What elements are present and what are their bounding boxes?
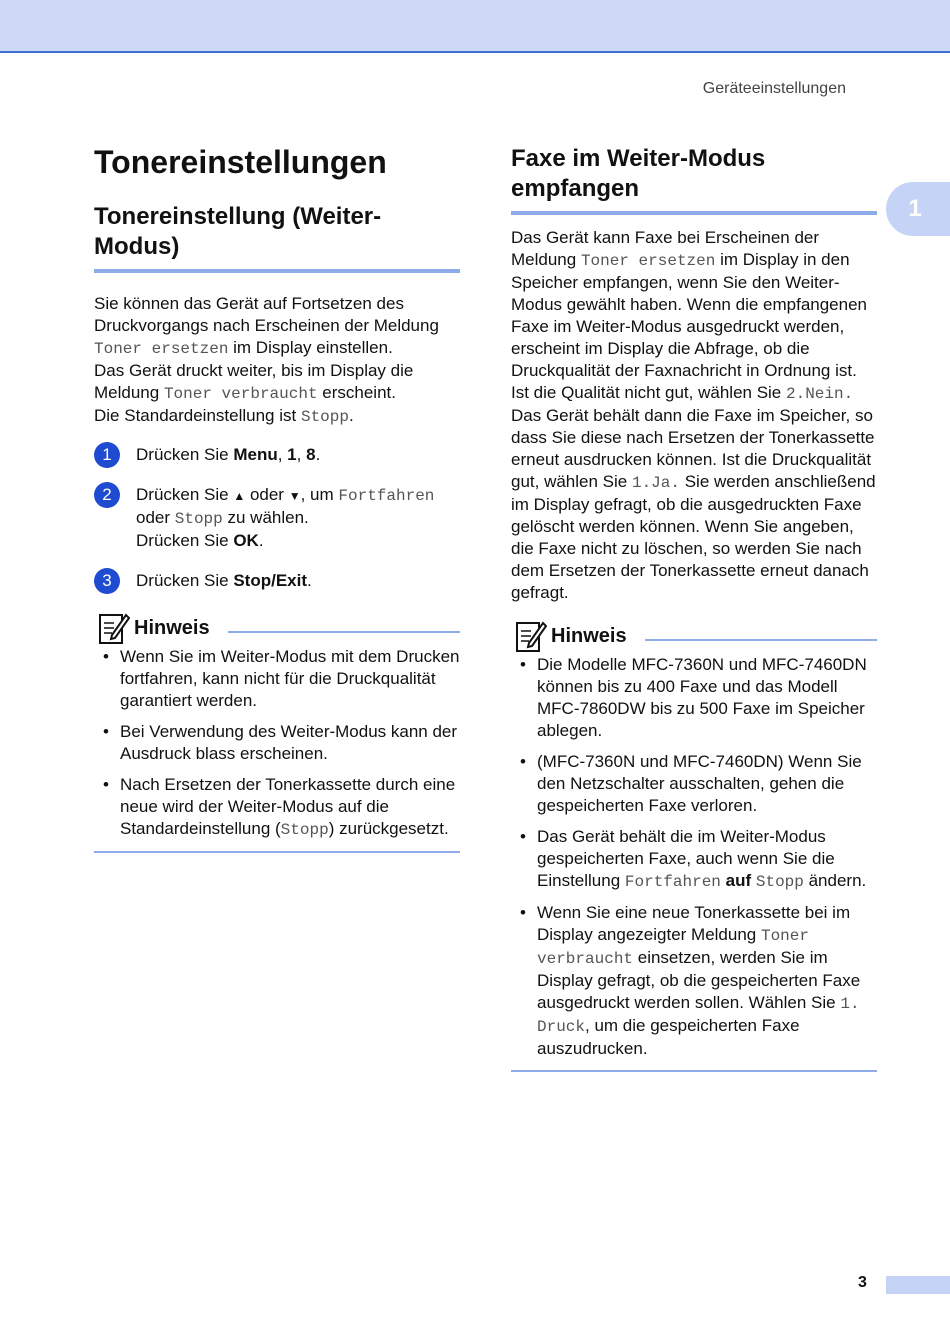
note-text: Nach Ersetzen der Tonerkassette durch eine neue wird der Weiter-Modus auf die Standardeinstellung ( [120,775,456,838]
note-text: ändern. [803,871,867,890]
step-text: oder [136,508,175,527]
note-rule [645,639,877,641]
section-title-fax: Faxe im Weiter-Modus empfangen [511,144,877,215]
list-item [511,826,877,893]
intro-text: im Display einstellen. [228,338,393,357]
display-message: Toner ersetzen [580,252,716,270]
key-name: 8 [306,445,316,464]
display-option: 1. Druck [537,995,860,1036]
top-header-band [0,0,950,53]
fax-paragraph [511,227,877,604]
intro-paragraph [94,293,460,428]
step-text: Drücken Sie [136,571,234,590]
bullet-icon: • [103,775,109,794]
note-text: Wenn Sie eine neue Tonerkassette bei im Display angezeigter Meldung [537,903,851,944]
display-option: Stopp [280,821,329,839]
step-text: . [315,445,321,464]
step-list [94,444,460,592]
left-column [94,140,460,853]
body-text: Das Gerät behält dann die Faxe im Speicher, so dass Sie diese nach Ersetzen der Tonerkassette erneut ausdrucken können. Ist die Druckqualität gut, wählen Sie [511,406,875,491]
display-message: Toner verbraucht [163,385,318,403]
step-text: , [296,445,307,464]
pencil-note-icon [98,611,130,645]
step-number: 3 [94,568,120,594]
pencil-note-icon [515,619,547,653]
display-option: Stopp [755,873,804,891]
display-option: Fortfahren [338,487,435,505]
step-text: . [307,571,312,590]
list-item [94,774,460,841]
intro-text: Die Standardeinstellung ist [94,406,301,425]
note-text: Wenn Sie im Weiter-Modus mit dem Drucken fortfahren, kann nicht für die Druckqualität garantiert werden. [120,647,460,710]
right-column [511,144,877,1072]
note-end-rule [94,851,460,853]
list-item [94,721,460,765]
chapter-tab: 1 [886,182,950,236]
key-name: 1 [287,445,297,464]
bullet-icon: • [520,903,526,922]
arrow-down-icon: ▼ [288,489,301,503]
arrow-up-icon: ▲ [233,489,246,503]
key-name: Stop/Exit [233,571,307,590]
page-number: 3 [858,1274,867,1291]
step-item [94,484,460,552]
step-item [94,444,460,466]
note-list [511,654,877,1060]
intro-text: erscheint. [317,383,396,402]
step-text: Drücken Sie [136,485,234,504]
list-item [94,646,460,712]
note-text: Das Gerät behält die im Weiter-Modus gespeicherten Faxe, auch wenn Sie die Einstellung [537,827,835,890]
note-end-rule [511,1070,877,1072]
body-text: Sie werden anschließend im Display gefragt, ob die ausgedruckten Faxe gelöscht werden können. Wenn Sie angeben, die Faxe nicht zu löschen, so werden Sie nach dem Ersetzen der Tonerkassette erneut danach gefragt. [511,472,876,602]
note-text: auf [720,871,756,890]
note-text: Die Modelle MFC-7360N und MFC-7460DN können bis zu 400 Faxe und das Modell MFC-7860DW bis zu 500 Faxe im Speicher ablegen. [537,655,867,740]
display-option: Fortfahren [624,873,721,891]
step-text: . [258,531,264,550]
intro-text: . [348,406,354,425]
display-message: Toner verbraucht [537,927,809,968]
note-box [511,618,877,1072]
step-text: , um [300,485,339,504]
footer-tab [886,1276,950,1294]
bullet-icon: • [103,647,109,666]
list-item [511,902,877,1060]
intro-text: Sie können das Gerät auf Fortsetzen des Druckvorgangs nach Erscheinen der Meldung [94,294,439,335]
bullet-icon: • [520,655,526,674]
step-number: 1 [94,442,120,468]
step-text: zu wählen. [222,508,309,527]
key-name: OK [233,531,259,550]
intro-text: Das Gerät druckt weiter, bis im Display die Meldung [94,361,414,402]
display-message: Toner ersetzen [94,340,229,358]
note-list [94,646,460,841]
note-text: Bei Verwendung des Weiter-Modus kann der Ausdruck blass erscheinen. [120,722,458,763]
step-item [94,570,460,592]
note-text: , um die gespeicherten Faxe auszudrucken. [537,1016,800,1058]
body-text: Das Gerät kann Faxe bei Erscheinen der Meldung [511,228,820,269]
step-text: , [277,445,288,464]
display-message: Stopp [300,408,349,426]
step-text: Drücken Sie [136,531,234,550]
note-label: Hinweis [551,624,627,647]
note-text: (MFC-7360N und MFC-7460DN) Wenn Sie den Netzschalter ausschalten, gehen die gespeicherten Faxe verloren. [537,752,862,815]
page-title: Tonereinstellungen [94,144,387,180]
note-label: Hinweis [134,616,210,639]
running-head: Geräteeinstellungen [702,80,846,97]
note-header [511,618,877,654]
display-option: Stopp [174,510,223,528]
note-text: ) zurückgesetzt. [328,819,449,838]
key-name: Menu [233,445,278,464]
bullet-icon: • [520,827,526,846]
note-header [94,610,460,646]
display-option: 2.Nein. [786,385,854,403]
note-rule [228,631,460,633]
step-text: oder [245,485,289,504]
section-title-toner: Tonereinstellung (Weiter-Modus) [94,202,460,273]
note-text: einsetzen, werden Sie im Display gefragt, ob die gespeicherten Faxe ausgedruckt werden sollen. Wählen Sie [537,948,861,1012]
list-item [511,751,877,817]
list-item [511,654,877,742]
step-number: 2 [94,482,120,508]
bullet-icon: • [520,752,526,771]
step-text: Drücken Sie [136,445,234,464]
body-text: im Display in den Speicher empfangen, wenn Sie den Weiter-Modus gewählt haben. Wenn die empfangenen Faxe im Weiter-Modus ausgedruckt werden, erscheint im Display die Abfrage, ob die Druckqualität der Faxnachricht in Ordnung ist. Ist die Qualität nicht gut, wählen Sie [511,250,867,402]
bullet-icon: • [103,722,109,741]
display-option: 1.Ja. [631,474,680,492]
note-box [94,610,460,853]
